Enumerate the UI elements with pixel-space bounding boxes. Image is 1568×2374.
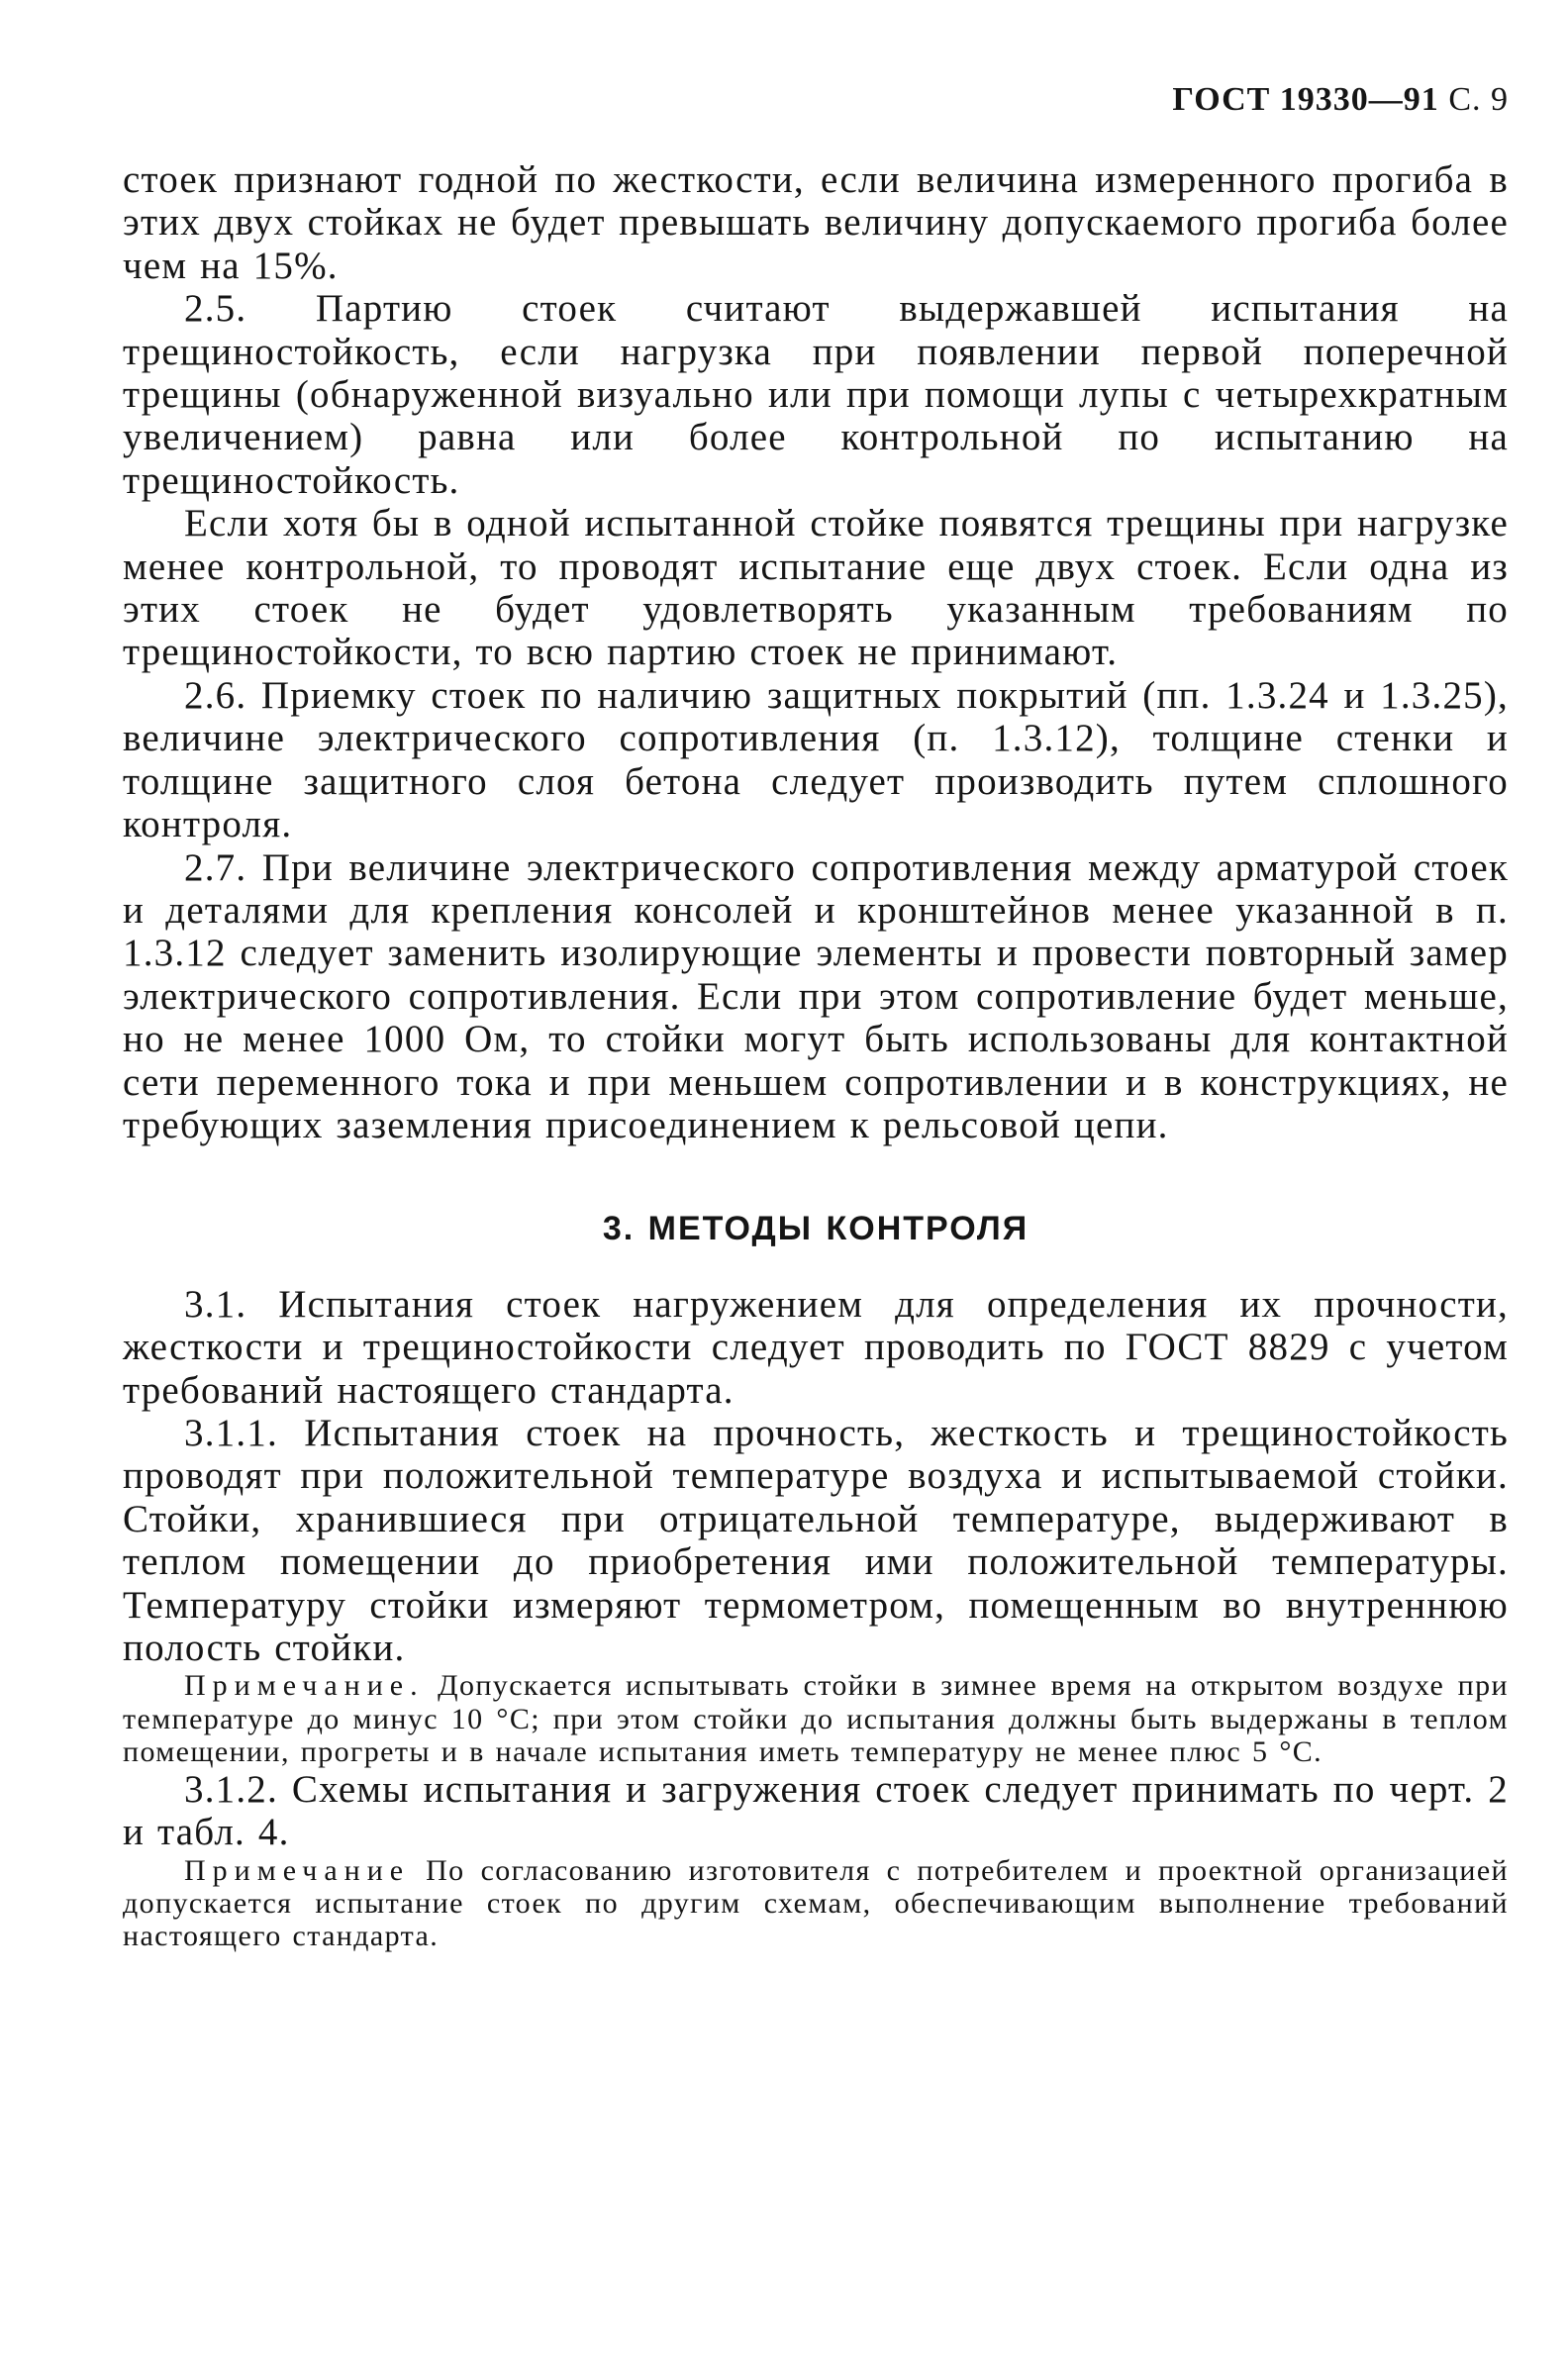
paragraph-2-6: 2.6. Приемку стоек по наличию защитных покрытий (пп. 1.3.24 и 1.3.25), величине электрического сопротивления (п. 1.3.12), толщине стенки и толщине защитного слоя бетона следует производить путем сплошного контроля. xyxy=(123,673,1509,846)
paragraph-continuation: стоек признают годной по жесткости, если величина измеренного прогиба в этих двух стойках не будет превышать величину допускаемого прогиба более чем на 15%. xyxy=(123,158,1509,287)
note-1-label: Примечание. xyxy=(184,1669,425,1703)
paragraph-3-1: 3.1. Испытания стоек нагружением для определения их прочности, жесткости и трещиностойкости следует проводить по ГОСТ 8829 с учетом требований настоящего стандарта. xyxy=(123,1282,1509,1412)
standard-number: ГОСТ 19330—91 xyxy=(1172,81,1439,118)
paragraph-3-1-1: 3.1.1. Испытания стоек на прочность, жесткость и трещиностойкость проводят при положительной температуре воздуха и испытываемой стойки. Стойки, хранившиеся при отрицательной температуре, выдерживают в теплом помещении до приобретения ими положительной температуры. Температуру стойки измеряют термометром, помещенным во внутреннюю полость стойки. xyxy=(123,1411,1509,1669)
body-text xyxy=(123,158,1509,1952)
note-1 xyxy=(123,1669,1509,1768)
page-number: С. 9 xyxy=(1448,81,1509,118)
paragraph-3-1-2: 3.1.2. Схемы испытания и загружения стоек следует принимать по черт. 2 и табл. 4. xyxy=(123,1768,1509,1854)
section-title: 3. МЕТОДЫ КОНТРОЛЯ xyxy=(602,1210,1029,1248)
note-1-text: Допускается испытывать стойки в зимнее время на открытом воздухе при температуре до минус 10 °С; при этом стойки до испытания должны быть выдержаны в теплом помещении, прогреты и в начале испытания иметь температуру не менее плюс 5 °С. xyxy=(123,1669,1509,1768)
note-2-text: По согласованию изготовителя с потребителем и проектной организацией допускается испытание стоек по другим схемам, обеспечивающим выполнение требований настоящего стандарта. xyxy=(123,1853,1509,1953)
paragraph-2-5: 2.5. Партию стоек считают выдержавшей испытания на трещиностойкость, если нагрузка при появлении первой поперечной трещины (обнаруженной визуально или при помощи лупы с четырехкратным увеличением) равна или более контрольной по испытанию на трещиностойкость. xyxy=(123,287,1509,502)
paragraph-2-7: 2.7. При величине электрического сопротивления между арматурой стоек и деталями для крепления консолей и кронштейнов менее указанной в п. 1.3.12 следует заменить изолирующие элементы и провести повторный замер электрического сопротивления. Если при этом сопротивление будет меньше, но не менее 1000 Ом, то стойки могут быть использованы для контактной сети переменного тока и при меньшем сопротивлении и в конструкциях, не требующих заземления присоединением к рельсовой цепи. xyxy=(123,845,1509,1146)
note-2-label: Примечание xyxy=(184,1853,411,1887)
paragraph-2-5-cont: Если хотя бы в одной испытанной стойке появятся трещины при нагрузке менее контрольной, то проводят испытание еще двух стоек. Если одна из этих стоек не будет удовлетворять указанным требованиям по трещиностойкости, то всю партию стоек не принимают. xyxy=(123,502,1509,674)
page-header xyxy=(119,81,1509,119)
note-2 xyxy=(123,1854,1509,1953)
